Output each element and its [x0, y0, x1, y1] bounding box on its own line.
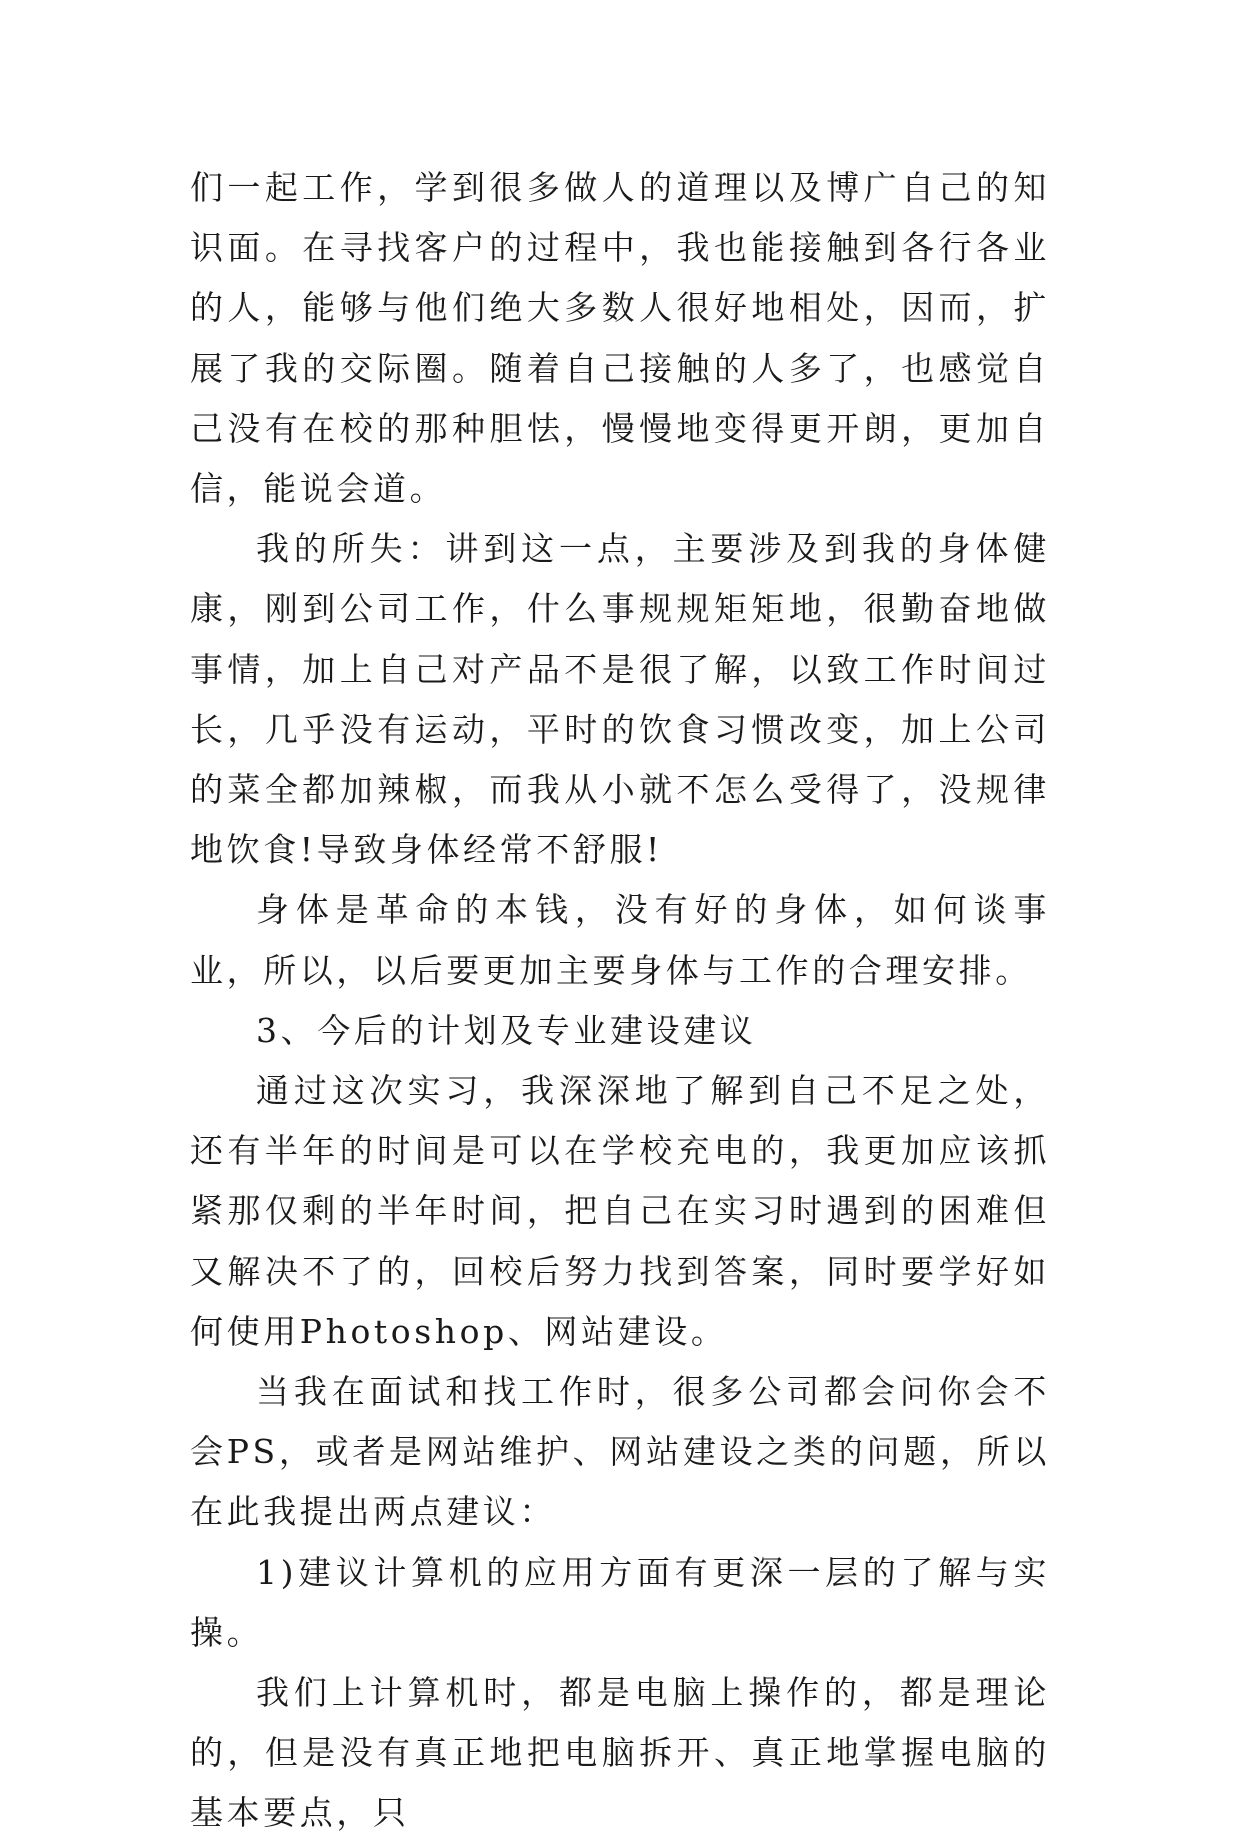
- section-heading: 3、今后的计划及专业建设建议: [256, 1010, 757, 1050]
- paragraph-3: 身体是革命的本钱，没有好的身体，如何谈事业，所以，以后要更加主要身体与工作的合理安排。: [190, 890, 1050, 990]
- paragraph-5: 当我在面试和找工作时，很多公司都会问你会不会PS，或者是网站维护、网站建设之类的问题，所以在此我提出两点建议：: [190, 1372, 1050, 1532]
- paragraph-6: 我们上计算机时，都是电脑上操作的，都是理论的，但是没有真正地把电脑拆开、真正地掌握电脑的基本要点，只: [190, 1673, 1050, 1833]
- paragraph-1: 们一起工作，学到很多做人的道理以及博广自己的知识面。在寻找客户的过程中，我也能接触到各行各业的人，能够与他们绝大多数人很好地相处，因而，扩展了我的交际圈。随着自己接触的人多了，也感觉自己没有在校的那种胆怯，慢慢地变得更开朗，更加自信，能说会道。: [190, 168, 1050, 509]
- document-body: [190, 158, 1050, 1844]
- suggestion-item-1: 1)建议计算机的应用方面有更深一层的了解与实操。: [190, 1552, 1050, 1652]
- paragraph-2: 我的所失：讲到这一点，主要涉及到我的身体健康，刚到公司工作，什么事规规矩矩地，很勤奋地做事情，加上自己对产品不是很了解，以致工作时间过长，几乎没有运动，平时的饮食习惯改变，加上公司的菜全都加辣椒，而我从小就不怎么受得了，没规律地饮食!导致身体经常不舒服!: [190, 529, 1050, 870]
- paragraph-4: 通过这次实习，我深深地了解到自己不足之处，还有半年的时间是可以在学校充电的，我更加应该抓紧那仅剩的半年时间，把自己在实习时遇到的困难但又解决不了的，回校后努力找到答案，同时要学好如何使用Photoshop、网站建设。: [190, 1071, 1050, 1351]
